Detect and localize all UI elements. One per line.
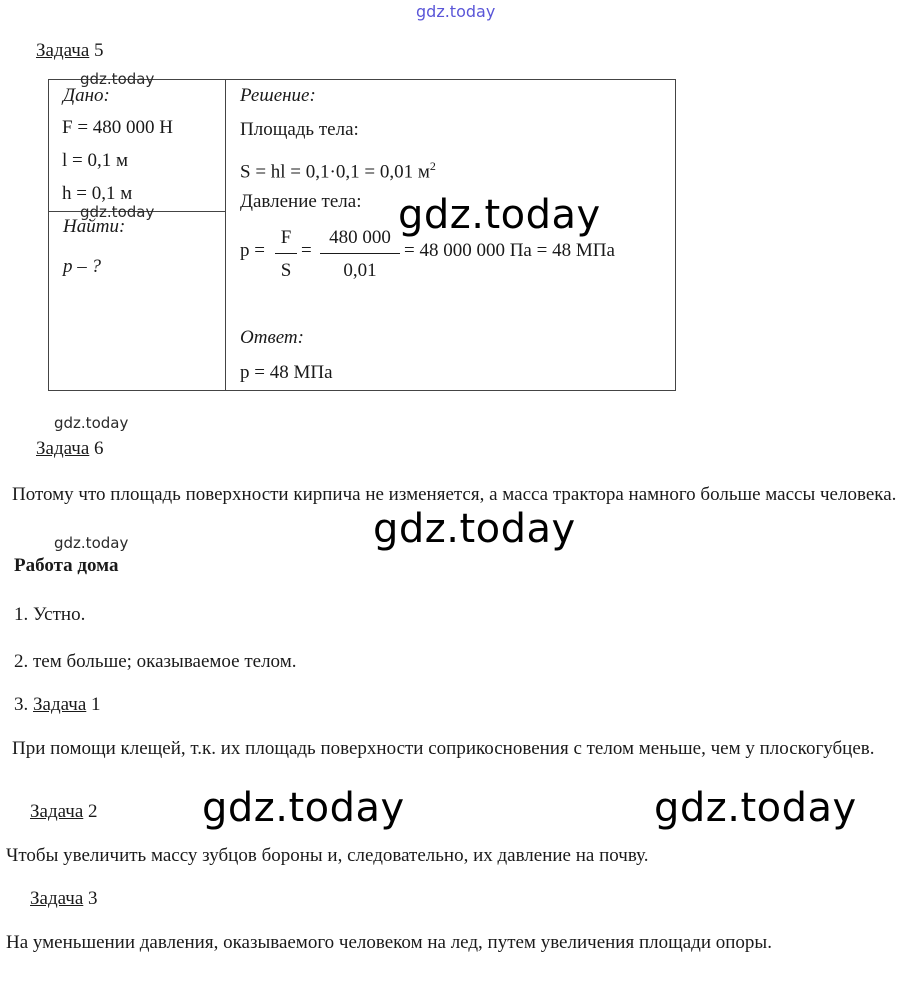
fraction-n-denominator: 0,01 (343, 260, 377, 281)
fraction-n-numerator: 480 000 (329, 227, 391, 248)
pressure-lhs: p = (240, 240, 265, 261)
watermark-big-4: gdz.today (654, 785, 857, 831)
fraction-f-numerator: F (280, 227, 292, 248)
homework-task1-text: При помощи клещей, т.к. их площадь поверхности соприкосновения с телом меньше, чем у плоскогубцев. (12, 738, 875, 759)
given-length: l = 0,1 м (62, 150, 129, 171)
solution-label: Решение: (240, 85, 316, 106)
answer-label: Ответ: (240, 327, 304, 348)
homework-item-1: 1. Устно. (14, 604, 86, 625)
homework-task3-heading: Задача 3 (30, 888, 98, 909)
pressure-rhs: = 48 000 000 Па = 48 МПа (404, 240, 615, 261)
fraction-f-denominator: S (280, 260, 292, 281)
task5-heading-num: 5 (94, 40, 104, 61)
pressure-label: Давление тела: (240, 191, 362, 212)
task6-text: Потому что площадь поверхности кирпича не изменяется, а масса трактора намного больше массы человека. (12, 484, 897, 505)
watermark-big-2: gdz.today (373, 506, 576, 552)
fraction-equals: = (301, 240, 312, 261)
homework-title: Работа дома (14, 555, 119, 576)
find-label: Найти: (63, 216, 126, 237)
task6-heading: Задача 6 (36, 438, 104, 459)
task5-table-divider (225, 79, 226, 391)
area-label: Площадь тела: (240, 119, 359, 140)
homework-item-3: 3. Задача 1 (14, 694, 101, 715)
given-height: h = 0,1 м (62, 183, 133, 204)
homework-item-2: 2. тем больше; оказываемое телом. (14, 651, 297, 672)
task5-heading-word: Задача (36, 40, 90, 61)
watermark-small-4: gdz.today (54, 534, 129, 552)
watermark-small-3: gdz.today (54, 414, 129, 432)
fraction-f-bar (275, 253, 297, 254)
given-label: Дано: (63, 85, 110, 106)
find-value: p – ? (63, 256, 101, 277)
homework-task3-text: На уменьшении давления, оказываемого человеком на лед, путем увеличения площади опоры. (6, 932, 772, 953)
watermark-big-1: gdz.today (398, 192, 601, 238)
homework-task2-heading: Задача 2 (30, 801, 98, 822)
given-force: F = 480 000 Н (62, 117, 174, 138)
fraction-n-bar (320, 253, 400, 254)
area-formula: S = hl = 0,1·0,1 = 0,01 $м^2$ (240, 159, 436, 183)
task5-heading (36, 38, 104, 64)
watermark-small-1: gdz.today (80, 70, 155, 88)
watermark-top: gdz.today (416, 2, 496, 21)
watermark-big-3: gdz.today (202, 785, 405, 831)
answer-value: p = 48 МПа (240, 362, 333, 383)
homework-task2-text: Чтобы увеличить массу зубцов бороны и, следовательно, их давление на почву. (6, 845, 649, 866)
watermark-small-2: gdz.today (80, 203, 155, 221)
